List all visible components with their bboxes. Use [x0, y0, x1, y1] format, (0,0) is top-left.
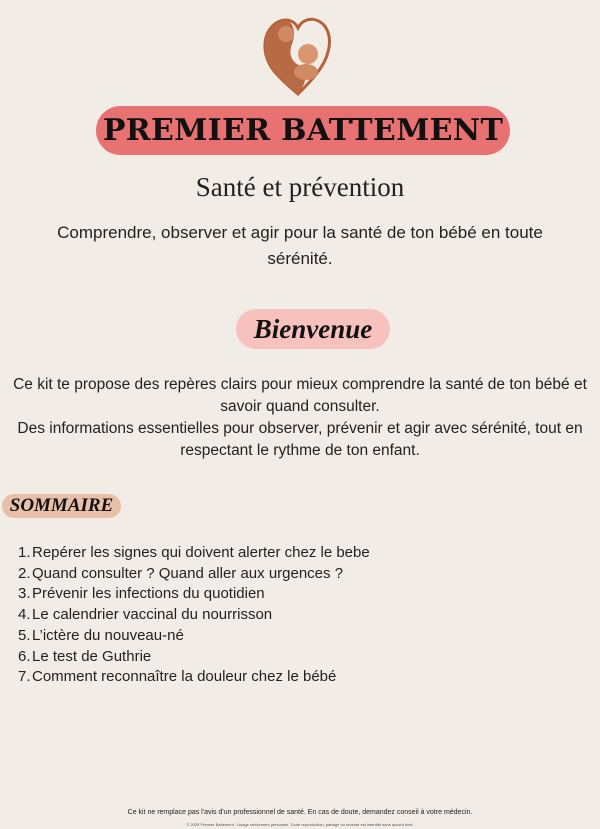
intro-text	[0, 374, 600, 462]
mother-baby-heart-logo	[262, 14, 334, 98]
welcome-banner	[236, 309, 390, 349]
page-title: PREMIER BATTEMENT	[102, 113, 504, 148]
summary-heading: SOMMAIRE	[9, 495, 114, 516]
table-of-contents	[18, 543, 370, 688]
toc-item: 1.Repérer les signes qui doivent alerter chez le bebe	[18, 544, 370, 561]
footer-disclaimer: Ce kit ne remplace pas l'avis d'un professionnel de santé. En cas de doute, demandez conseil à votre médecin.	[127, 809, 473, 816]
toc-item: 5.L’ictère du nouveau-né	[18, 626, 184, 644]
title-banner	[96, 106, 510, 155]
toc-item: 6.Le test de Guthrie	[18, 647, 152, 665]
intro-paragraph-1: Ce kit te propose des repères clairs pour mieux comprendre la santé de ton bébé et savoir quand consulter.	[13, 376, 587, 415]
summary-banner	[2, 494, 121, 518]
subtitle: Santé et prévention	[195, 172, 405, 202]
toc-item: 4.Le calendrier vaccinal du nourrisson	[18, 606, 273, 624]
footer-copyright: © 2025 Premier Battement - Usage strictement personnel. Toute reproduction, partage ou revente est interdite sans accord écrit.	[186, 822, 414, 827]
toc-item: 2.Quand consulter ? Quand aller aux urgences ?	[18, 564, 344, 582]
welcome-heading: Bienvenue	[253, 313, 373, 344]
toc-item: 3.Prévenir les infections du quotidien	[18, 585, 265, 603]
tagline: Comprendre, observer et agir pour la santé de ton bébé en toute sérénité.	[57, 223, 543, 268]
intro-paragraph-2: Des informations essentielles pour observer, prévenir et agir avec sérénité, tout en respectant le rythme de ton enfant.	[17, 420, 583, 459]
toc-item: 7.Comment reconnaître la douleur chez le bébé	[18, 668, 337, 686]
